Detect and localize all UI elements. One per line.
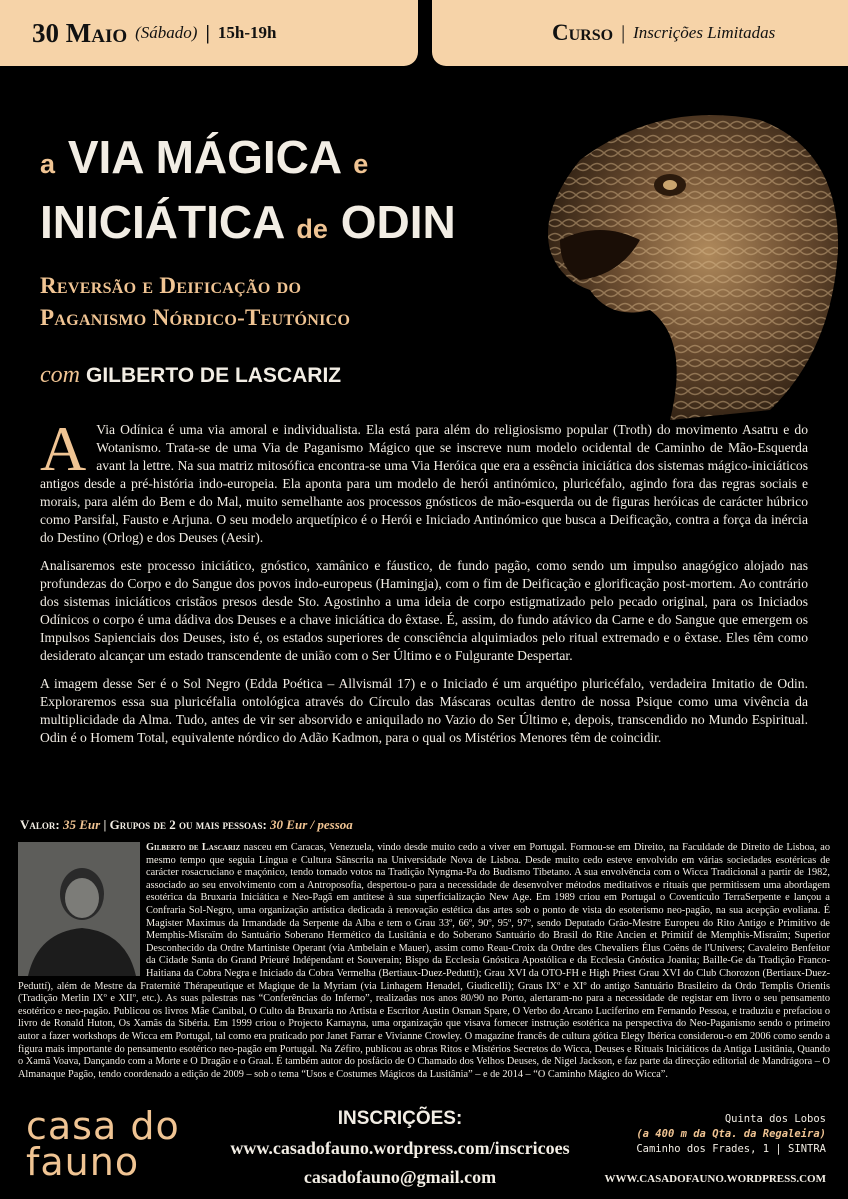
bio-text: nasceu em Caracas, Venezuela, vindo desde muito cedo a viver em Portugal. Formou-se em Direito, na Faculdade de Direito de Lisboa, ao mesmo tempo que seguia Língua e Cultura Sânscrita na Universidade Nova de Lisboa. Desde muito cedo esteve envolvido em várias sociedades esotéricas de carácter rosacruciano e maçónico, tendo tomado votos na Tradição Nyngma-Pa do Budismo Tibetano. A sua envolvência com o Wicca Tradicional a partir de 1982, associado ao seu envolvimento com a Antroposofia, despertou-o para a necessidade de desenvolver métodos meditativos e rituais que permitissem uma abordagem esotérica da Bruxaria Iniciática e Neo-Pagã em antítese à sua superficialização New Age. Em 1989 criou em Portugal o Coventículo TerraSerpente e lançou a Confraria Sol-Negro, uma organização artística dedicada à renovação estética das artes sob o ponto de vista do esoterismo neo-pagão, na sua acepção evoliana. É Magister Maximus da Irmandade da Serpente da Alba e tem o Grau 33º, 66º, 90º, 95º, 97º, sendo Deputado Grão-Mestre Europeu do Rito Antigo e Primitivo de Memphis-Misraïm do Santuário Soberano Hermético da Lusitânia e do Soberano Santuário do Brasil do Rite Ancien et Primitif de Memphis-Misraïm; Superior Desconhecido da Ordre Martiniste Operant (via Ambelain e Mauer), assim como Reau-Croix da Ordre des Chevaliers Élus Coëns de l'Univers; Cavaleiro Benfeitor da Cidade Santa do Grand Prieuré Indépendant et Souverain; Bispo da Ecclesia Gnóstica Apostólica e da Ecclesia Gnóstica Joanita; Baille-Ge da Tradição Franco-Haitiana da Cobra Negra e Iniciado da Cobra Vermelha (Bertiaux-Duez-Peduttí); Grau XVI da OTO-FH e High Priest Grau XVI do Club Chorozon (Bertiaux-Duez-Peduttí), além de Mestre da Fraternité Thérapeutique et Magique de la Myriam (via Linhagem Henadel, Giudicelli); Graus IXº e XIº do antigo Santuário Brasileiro da Ordo Templis Orientis (Tradição Merlin IXº e XIIº, etc.). As suas palestras nas “Conferências do Inferno”, realizadas nos anos 80/90 no Porto, alertaram-no para a necessidade de registar em livro o seu pensamento esotérico e neo-pagão. Publicou os livros Mãe Canibal, O Culto da Bruxaria no Artista e Escritor Austin Osman Spare, O Verbo do Arcano Luciferino em Fernando Pessoa, e traduziu e prefaciou o livro de Ronald Huton, Os Xamãs da Sibéria. Em 1999 criou o Projecto Karnayna, uma organização que visava fornecer instrução esotérica na perspectiva do Neo-Paganismo sendo o primeiro autor a fazer workshops de Wicca em Portugal, tal como era praticado por Janet Farrar e Vivianne Crowley. O magazine francês de cultura gótica Elegy Ibérica considerou-o em 2006 como sendo a figura mais importante do pensamento esotérico neo-pagão em Portugal. Na Zéfiro, publicou as obras Ritos e Mistérios Secretos do Wicca, Deuses e Rituais Iniciáticos da Antiga Lusitânia, Quando o Xamã Voava, Dançando com a Morte e O Dragão e o Graal. É também autor do posfácio de O Chamado dos Velhos Deuses, de Nigel Jackson, e faz parte da direcção editorial de Mandrágora – O Almanaque Pagão, tendo coordenado a edição de 2009 – sob o tema “Usos e Costumes Mágicos da Lusitânia” – e de 2014 – “O Caminho Mágico do Wicca”. (18, 842, 830, 1080)
biography (18, 842, 830, 1081)
price-value: 35 Eur (62, 817, 101, 832)
price-label: Valor: (20, 817, 60, 832)
paragraph-1 (40, 413, 808, 547)
title-article: a (40, 149, 56, 179)
course-label: Curso (552, 20, 614, 45)
subtitle-line-1: Reversão e Deificação do (40, 273, 302, 298)
group-price-label: Grupos de 2 ou mais pessoas: (109, 817, 267, 832)
venue-distance: (a 400 m da Qta. da Regaleira) (636, 1128, 826, 1140)
separator: | (621, 21, 626, 44)
presenter-photo (18, 842, 140, 976)
subtitle-line-2: Paganismo Nórdico-Teutónico (40, 305, 351, 330)
registration-heading: INSCRIÇÕES: (337, 1108, 463, 1129)
title-preposition: de (296, 214, 328, 244)
date-banner (0, 0, 418, 66)
logo-line-1: casa do (26, 1104, 180, 1148)
subtitle (40, 270, 350, 334)
bio-name: Gilberto de Lascariz (146, 842, 241, 853)
venue-address: Caminho dos Frades, 1 | SINTRA (636, 1143, 826, 1155)
presenter-name: GILBERTO DE LASCARIZ (85, 364, 342, 387)
event-day: (Sábado) (135, 23, 198, 42)
course-banner (432, 0, 848, 66)
title-main-2: INICIÁTICA (40, 196, 284, 248)
website-link[interactable]: WWW.CASADOFAUNO.WORDPRESS.COM (604, 1173, 826, 1185)
registration-note: Inscrições Limitadas (633, 23, 776, 42)
venue-name: Quinta dos Lobos (724, 1113, 826, 1125)
paragraph-2: Analisaremos este processo iniciático, gnóstico, xamânico e fáustico, de fundo pagão, como sendo um impulso anagógico alojado nas profundezas do Corpo e do Sangue dos povos indo-europeus (Hamingja), com o fim de Deificação e glorificação post-mortem. Ao contrário dos sistemas iniciáticos cristãos presos desde Sto. Agostinho a uma ideia de corpo estigmatizado pelo pecado original, para os Iniciados Odínicos o corpo é uma dádiva dos Deuses e a chave iniciática do êxtase. É, assim, do fundo atávico da Carne e do Sangue que emergem os Impulsos Sapienciais dos Deuses, isto é, os estados superiores de consciência alquimiados pelo ritual extremado e o êxtase. Eles têm como desiderato alcançar um estado transcendente de união com o Ser Último e o Fulgurante Despertar. (40, 558, 808, 663)
event-date: 30 Maio (32, 17, 128, 48)
pricing (20, 817, 353, 833)
registration-info (200, 1108, 600, 1196)
presenter-prefix: com (40, 362, 80, 388)
separator: | (205, 21, 210, 44)
registration-link[interactable]: www.casadofauno.wordpress.com/inscricoes (230, 1138, 570, 1158)
dragon-head-image (520, 90, 848, 420)
group-price-value: 30 Eur / pessoa (270, 817, 353, 832)
drop-cap: A (40, 413, 87, 484)
description (40, 413, 808, 757)
logo-line-2: fauno (26, 1140, 140, 1184)
separator: | (103, 817, 107, 832)
title-main-1: VIA MÁGICA (67, 131, 341, 183)
title-main-3: ODIN (340, 196, 456, 248)
title-conjunction: e (353, 149, 369, 179)
registration-email[interactable]: casadofauno@gmail.com (303, 1167, 497, 1187)
page-title (40, 128, 456, 258)
presenter (40, 362, 341, 389)
paragraph-3: A imagem desse Ser é o Sol Negro (Edda Poética – Allvismál 17) e o Iniciado é um arquétipo pluricéfalo, verdadeira Imitatio de Odin. Exploraremos essa sua pluricéfalia ontológica através do Círculo das Máscaras ocultas dentro de nossa Psique como uma vivência da multiplicidade da Alma. Tudo, antes de vir ser absorvido e aniquilado no Vazio do Ser Último e, depois, transcendido no Mundo Espiritual. Odin é o Homem Total, equivalente nórdico do Adão Kadmon, para o qual os Mistérios Menores têm de coincidir. (40, 676, 808, 745)
venue-info (604, 1112, 826, 1187)
casa-do-fauno-logo (26, 1104, 180, 1184)
paragraph-1-text: Via Odínica é uma via amoral e individualista. Ela está para além do religiosismo popular (Troth) do movimento Asatru e do Wotanismo. Trata-se de uma Via de Paganismo Mágico que se inscreve num modelo ocidental de Caminho de Mão-Esquerda avant la lettre. Na sua matriz mitosófica encontra-se uma Via Heróica que era a essência iniciática dos sistemas mágico-iniciáticos antigos desde a pré-história indo-europeia. Ela aponta para um modelo de herói antinómico, pluricéfalo, agindo fora das regras sociais e morais, para além do Bem e do Mal, muito semelhante aos processos gnósticos de mão-esquerda ou de figuras heróicas de carácter húbrico como Parsifal, Fausto e Arjuna. O seu modelo arquetípico é o Herói e Iniciado Antinómico que busca a Deificação, contra a força da inércia do Destino (Orlog) e dos Deuses (Aesir). (40, 422, 808, 545)
event-hours: 15h-19h (217, 23, 277, 42)
